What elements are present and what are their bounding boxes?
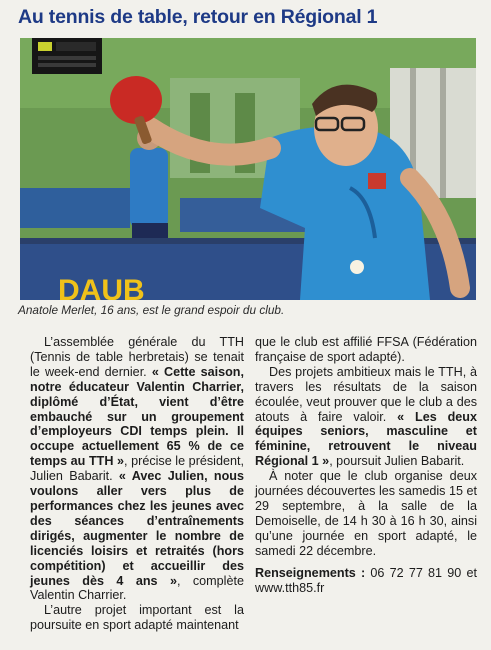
headline: Au tennis de table, retour en Régional 1	[18, 6, 378, 28]
paragraph-text: L’assemblée générale du TTH (Tennis de table herbretais) se tenait le week-end dernier.	[30, 335, 244, 379]
banner-text: DAUB	[58, 274, 145, 300]
article-photo	[20, 38, 476, 300]
paragraph: que le club est affilié FFSA (Fédération française de sport adapté).	[255, 335, 477, 364]
info-label: Renseignements :	[255, 565, 366, 580]
paragraph-text: , complète Valentin Charrier.	[30, 573, 244, 603]
photo-caption: Anatole Merlet, 16 ans, est le grand espoir du club.	[18, 303, 285, 317]
paragraph: À noter que le club organise deux journées découvertes les samedis 15 et 29 septembre, à la salle de la Demoiselle, de 14 h 30 à 16 h 30, ainsi qu’une journée en sport adapté, le samedi 22 décembre.	[255, 469, 477, 558]
info-line	[255, 566, 477, 596]
paragraph	[30, 335, 244, 603]
paragraph-text: Des projets ambitieux mais le TTH, à travers les résultats de la saison écoulée, veut prouver que le club a des atouts à faire valoir.	[255, 364, 477, 424]
paragraph-text: , précise le président, Julien Babarit.	[30, 454, 244, 484]
paragraph	[255, 365, 477, 469]
quote-text: « Les deux équipes seniors, masculine et féminine, retrouvent le niveau Régional 1 »	[255, 409, 477, 469]
quote-text: « Avec Julien, nous voulons aller vers plus de performances chez les jeunes avec des séances d’entraînements dirigés, augmenter le nombre de licenciés loisirs et retraités (hors compétition) et accueillir des jeunes dès 4 ans »	[30, 469, 244, 588]
info-value[interactable]: 06 72 77 81 90 et www.tth85.fr	[255, 565, 477, 595]
table-tennis-player-photo	[20, 38, 476, 300]
paragraph-text: , poursuit Julien Babarit.	[329, 454, 465, 469]
article-column-right	[255, 335, 477, 595]
paragraph: L’autre projet important est la poursuite en sport adapté maintenant	[30, 603, 244, 633]
quote-text: « Cette saison, notre éducateur Valentin Charrier, diplômé d’État, vient d’être embauché sur un groupement d’employeurs CDI temps plein. Il occupe actuellement 65 % de ce temps au TTH »	[30, 364, 244, 469]
ball-icon	[350, 260, 364, 274]
article-column-left	[30, 335, 244, 633]
scoreboard-icon	[32, 38, 102, 74]
